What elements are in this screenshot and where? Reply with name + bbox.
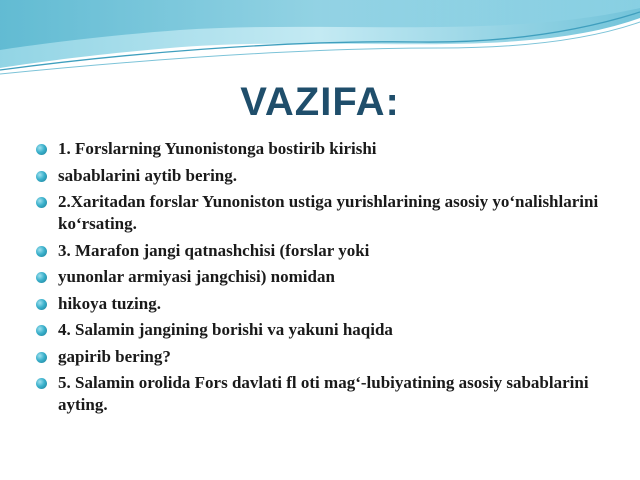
list-item: hikoya tuzing. — [34, 293, 624, 315]
list-item: yunonlar armiyasi jangchisi) nomidan — [34, 266, 624, 288]
bullet-icon — [36, 325, 47, 336]
bullet-icon — [36, 352, 47, 363]
list-item: 3. Marafon jangi qatnashchisi (forslar yoki — [34, 240, 624, 262]
task-list — [34, 138, 624, 421]
list-item: 5. Salamin orolida Fors davlati fl oti mag‘-lubiyatining asosiy sabablarini ayting. — [34, 372, 624, 416]
bullet-icon — [36, 197, 47, 208]
list-item: 1. Forslarning Yunonistonga bostirib kirishi — [34, 138, 624, 160]
bullet-icon — [36, 272, 47, 283]
list-item: gapirib bering? — [34, 346, 624, 368]
bullet-icon — [36, 299, 47, 310]
list-item: 2.Xaritadan forslar Yunoniston ustiga yurishlarining asosiy yo‘nalishlarini ko‘rsating. — [34, 191, 624, 235]
list-item: 4. Salamin jangining borishi va yakuni haqida — [34, 319, 624, 341]
bullet-icon — [36, 246, 47, 257]
bullet-icon — [36, 171, 47, 182]
slide-title: VAZIFA: — [240, 80, 400, 124]
list-item: sabablarini aytib bering. — [34, 165, 624, 187]
header-wave-decoration — [0, 0, 640, 90]
bullet-icon — [36, 144, 47, 155]
bullet-icon — [36, 378, 47, 389]
